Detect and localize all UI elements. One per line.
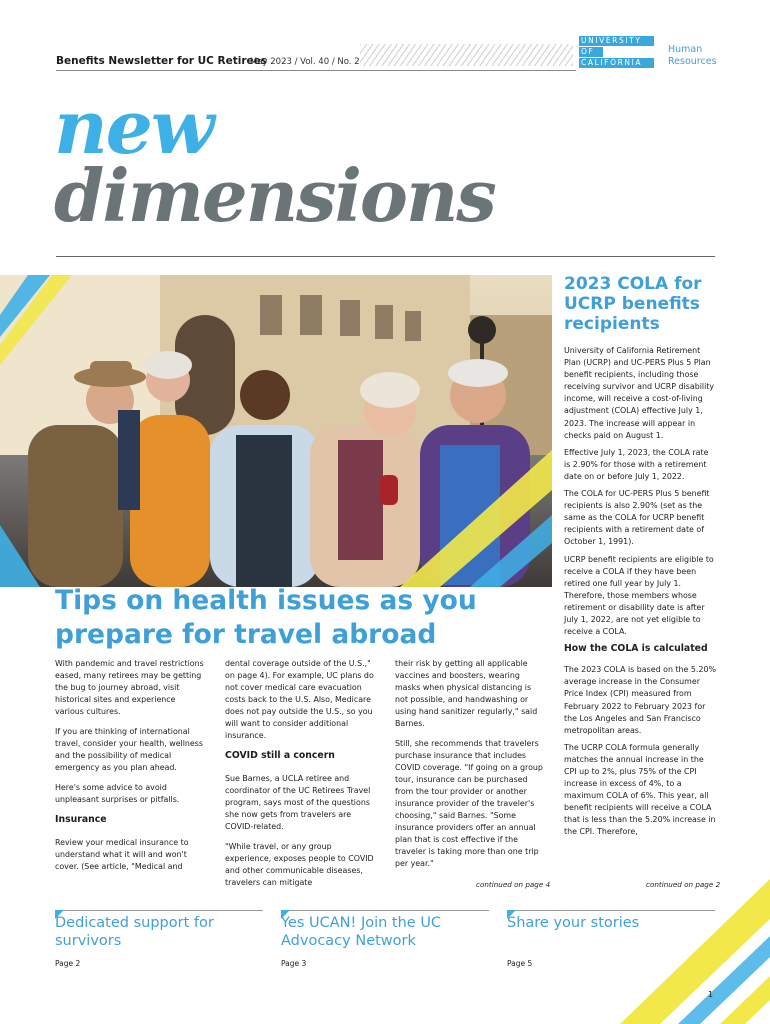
department-line2: Resources <box>668 56 717 67</box>
article-subhead: COVID still a concern <box>225 750 335 761</box>
header-hatch-decoration <box>360 44 573 66</box>
article-paragraph: Here's some advice to avoid unpleasant surprises or pitfalls. <box>55 783 180 804</box>
sidebar-paragraph: Effective July 1, 2023, the COLA rate is 2.90% for those with a retirement date on or before July 1, 2022. <box>564 447 709 481</box>
article-paragraph: If you are thinking of international travel, consider your health, wellness and the possibility of medical emergency as you plan ahead. <box>55 727 204 772</box>
article-column-3 <box>395 658 545 878</box>
footer-page-ref: Page 2 <box>55 959 81 968</box>
uc-logo-line3: CALIFORNIA <box>579 58 654 68</box>
department-name <box>668 44 717 68</box>
sidebar-body <box>564 345 716 844</box>
article-paragraph: With pandemic and travel restrictions eased, many retirees may be getting the bug to journey abroad, visit historical sites and experience various cultures. <box>55 659 204 716</box>
article-paragraph: Still, she recommends that travelers purchase insurance that includes COVID coverage. "If going on a group tour, insurance can be purchased from the tour provider or another insurance provider of the traveler's choosing," said Barnes. "Some insurance providers offer an annual plan that is cost effective if the traveler is taking more than one trip per year." <box>395 739 543 868</box>
sidebar-title: 2023 COLA for UCRP benefits recipients <box>564 274 702 334</box>
corner-stripes-decoration <box>560 874 770 1024</box>
department-line1: Human <box>668 44 703 55</box>
masthead-rule <box>56 256 715 257</box>
article-paragraph: Review your medical insurance to understand what it will and won't cover. (See article, "Medical and <box>55 838 189 871</box>
article-paragraph: dental coverage outside of the U.S.," on page 4). For example, UC plans do not cover medical care evacuation costs back to the U.S. Also, Medicare does not pay outside the U.S., so you will want to consider additional insurance. <box>225 659 374 740</box>
sidebar-paragraph: UCRP benefit recipients are eligible to receive a COLA if they have been retired one full year by July 1. Therefore, those members whose retirement or disability date is after July 1, 2022, are not yet eligible to receive a COLA. <box>564 554 714 637</box>
article-column-2 <box>225 658 375 897</box>
issue-info: May 2023 / Vol. 40 / No. 2 <box>250 57 360 67</box>
sidebar-paragraph: The UCRP COLA formula generally matches the annual increase in the CPI up to 2%, plus 75% of the CPI increase in excess of 4%, to a maximum COLA of 6%. This year, all benefit recipients will receive a COLA that is less than the 5.20% increase in the CPI. Therefore, <box>564 742 716 837</box>
article-subhead: Insurance <box>55 814 107 825</box>
page-number: 1 <box>708 990 714 999</box>
sidebar-paragraph: The 2023 COLA is based on the 5.20% average increase in the Consumer Price Index (CPI) measured from February 2022 to February 2023 for the Los Angeles and San Francisco metropolitan areas. <box>564 665 716 735</box>
masthead-dimensions: dimensions <box>54 153 495 238</box>
sidebar-continued: continued on page 2 <box>646 880 721 889</box>
footer-page-ref: Page 3 <box>281 959 307 968</box>
footer-teaser-survivors[interactable]: Dedicated support for survivors <box>55 915 214 949</box>
footer-page-ref: Page 5 <box>507 959 533 968</box>
uc-logo-line2: OF <box>579 47 603 57</box>
newsletter-name: Benefits Newsletter for UC Retirees <box>56 55 267 67</box>
footer-rule <box>281 910 489 911</box>
uc-logo-line1: UNIVERSITY <box>579 36 654 46</box>
article-paragraph: their risk by getting all applicable vaccines and boosters, wearing masks when physical distancing is not possible, and handwashing or using hand sanitizer regularly," said Barnes. <box>395 659 538 728</box>
article-continued: continued on page 4 <box>476 880 551 889</box>
sidebar-paragraph: The COLA for UC-PERS Plus 5 benefit recipients is also 2.90% (set as the same as the COLA for UCRP benefit recipients with a retirement date of October 1, 1991). <box>564 489 710 547</box>
header-rule <box>56 70 576 71</box>
article-title: Tips on health issues as you prepare for travel abroad <box>55 585 477 650</box>
article-column-1 <box>55 658 205 881</box>
footer-rule <box>55 910 263 911</box>
uc-logo <box>579 36 654 69</box>
article-paragraph: "While travel, or any group experience, exposes people to COVID and other communicable diseases, travelers can mitigate <box>225 842 374 887</box>
masthead-new: new <box>54 85 213 171</box>
sidebar-paragraph: University of California Retirement Plan (UCRP) and UC-PERS Plus 5 Plan benefit recipients, including those receiving survivor and UCRP disability income, will receive a cost-of-living adjustment (COLA) effective July 1, 2023. The increase will appear in checks paid on August 1. <box>564 346 715 440</box>
sidebar-subhead: How the COLA is calculated <box>564 643 708 655</box>
group-of-travelers-photo <box>0 275 552 587</box>
footer-teaser-stories[interactable]: Share your stories <box>507 915 640 931</box>
footer-teaser-ucan[interactable]: Yes UCAN! Join the UC Advocacy Network <box>281 915 442 949</box>
article-paragraph: Sue Barnes, a UCLA retiree and coordinator of the UC Retirees Travel program, says most of the questions she now gets from travelers are COVID-related. <box>225 774 371 831</box>
